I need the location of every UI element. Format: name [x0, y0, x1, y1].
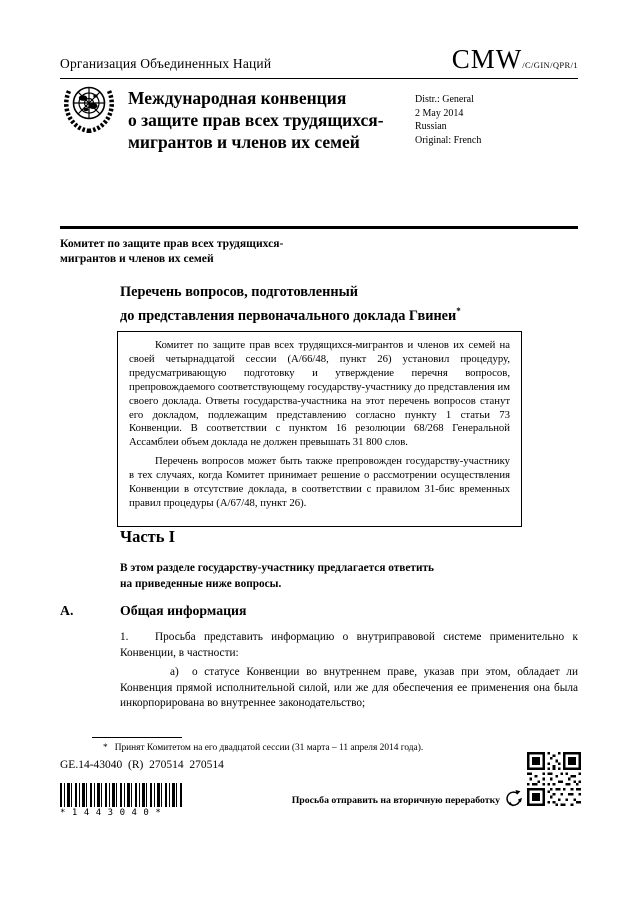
document-title-line: до представления первоначального доклада Гвинеи* — [120, 306, 461, 324]
summary-box — [117, 331, 522, 527]
ge-number: GE.14-43040 (R) 270514 270514 — [60, 759, 224, 771]
qr-code — [527, 751, 581, 812]
document-symbol — [452, 44, 578, 75]
distribution-block — [415, 93, 481, 147]
recycle-text: Просьба отправить на вторичную переработку — [291, 794, 500, 806]
distr-original: Original: French — [415, 134, 482, 146]
convention-title-line: Международная конвенция — [128, 88, 347, 108]
part-1-intro-line: В этом разделе государству-участнику предлагается ответить — [120, 562, 435, 574]
document-title-line: Перечень вопросов, подготовленный — [120, 284, 359, 300]
barcode-digits: *1443040* — [60, 808, 168, 818]
committee-heading — [60, 236, 283, 266]
convention-title — [128, 87, 384, 153]
barcode-bars — [60, 783, 183, 807]
document-symbol-main: CMW — [451, 44, 523, 74]
footnote — [103, 743, 423, 753]
footnote-marker: * — [103, 743, 108, 753]
footnote-rule — [92, 737, 182, 738]
subitem-a-number: a) — [170, 666, 179, 678]
paragraph-1-text: Просьба представить информацию о внутриправовой системе применительно к Конвенции, в частности: — [120, 631, 578, 659]
subitem-a — [120, 665, 578, 712]
distr-type: Distr.: General — [415, 94, 474, 105]
document-title — [120, 283, 461, 326]
barcode — [60, 783, 184, 818]
section-a-heading — [60, 603, 246, 619]
footnote-marker: * — [456, 306, 461, 316]
part-1-heading: Часть I — [120, 527, 176, 546]
part-1-intro — [120, 560, 434, 592]
un-org-name: Организация Объединенных Наций — [60, 56, 272, 71]
recycle-notice — [292, 789, 523, 811]
subitem-a-text: о статусе Конвенции во внутреннем праве, указав при этом, обладает ли Конвенция прямой исполнительной силой, или же для обеспечения ее применения она была инкорпорирована во внутреннее законодательство; — [120, 666, 578, 709]
section-a-label: A. — [60, 603, 74, 618]
summary-paragraph-2: Перечень вопросов может быть также препровожден государству-участнику в тех случаях, когда Комитет принимает решение о рассмотрении осуществления Конвенции в отсутствие доклада, в соответствии с правилом 31-бис временных правил процедуры (A/67/48, пункт 26). — [129, 455, 510, 509]
paragraph-1 — [120, 630, 578, 661]
convention-title-line: мигрантов и членов их семей — [128, 132, 360, 152]
document-symbol-sub: /C/GIN/QPR/1 — [522, 60, 578, 70]
header-rule — [60, 78, 578, 79]
un-emblem-icon — [60, 84, 118, 141]
summary-paragraph-1: Комитет по защите прав всех трудящихся-мигрантов и членов их семей на своей четырнадцатой сессии (A/66/48, пункт 26) установил процедуру, предусматривающую подготовку и утверждение перечня вопросов, препровождаемого соответствующему государству-участнику до представления им своего доклада. Ответы государства-участника на этот перечень вопросов станут его докладом, подлежащим представлению согласно пункту 1 статьи 73 Конвенции. В соответствии с пунктом 16 резолюции 68/268 Генеральной Ассамблеи объем доклада не должен превышать 31 800 слов. — [129, 339, 510, 449]
part-1-intro-line: на приведенные ниже вопросы. — [120, 578, 282, 590]
committee-heading-line: Комитет по защите прав всех трудящихся- — [60, 237, 284, 250]
paragraph-1-number: 1. — [120, 631, 129, 643]
convention-title-line: о защите прав всех трудящихся- — [128, 110, 384, 130]
distr-date: 2 May 2014 — [415, 107, 464, 119]
footnote-text: Принят Комитетом на его двадцатой сессии (31 марта – 11 апреля 2014 года). — [114, 743, 424, 753]
committee-heading-line: мигрантов и членов их семей — [60, 252, 214, 265]
distr-language: Russian — [415, 121, 447, 132]
section-a-title: Общая информация — [120, 603, 247, 618]
section-divider-rule — [60, 226, 578, 229]
recycle-icon — [503, 789, 523, 811]
